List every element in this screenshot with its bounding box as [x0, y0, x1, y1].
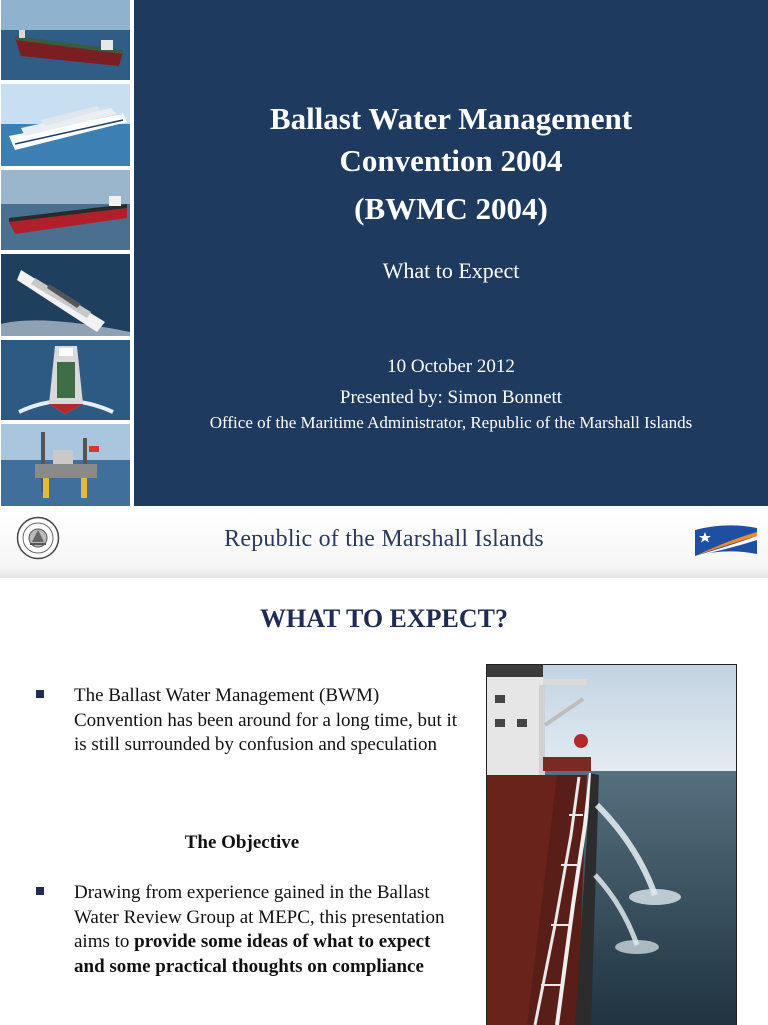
- ballast-discharge-photo: [486, 664, 737, 1025]
- title-line-3: (BWMC 2004): [354, 191, 548, 226]
- yacht-photo: [1, 254, 130, 336]
- marshall-islands-flag-icon: [695, 522, 757, 560]
- title-line-1: Ballast Water Management: [269, 101, 633, 136]
- title-line-2: Convention 2004: [339, 143, 563, 178]
- tanker-photo: [1, 0, 130, 80]
- ship-photo-strip: [0, 0, 132, 508]
- bullet-objective-emphasis: provide some ideas of what to expect and some practical thoughts on compliance: [74, 931, 431, 977]
- bullet-objective-text: Drawing from experience gained in the Ballast Water Review Group at MEPC, this presentation aims to: [74, 882, 445, 952]
- title-slide: [0, 0, 768, 508]
- objective-heading: The Objective: [184, 832, 300, 853]
- content-slide: [0, 508, 768, 1024]
- cruise-ship-photo: [1, 84, 130, 166]
- title-panel: [134, 0, 768, 506]
- slide-heading: WHAT TO EXPECT?: [259, 604, 509, 633]
- bullet-confusion: The Ballast Water Management (BWM) Convention has been around for a long time, but it is still surrounded by confusion and speculation: [74, 685, 458, 755]
- subtitle: What to Expect: [382, 258, 520, 283]
- offshore-rig-photo: [1, 424, 130, 506]
- lng-tanker-photo: [1, 340, 130, 420]
- header-title: Republic of the Marshall Islands: [224, 526, 544, 552]
- presenter-office: Office of the Maritime Administrator, Republic of the Marshall Islands: [209, 413, 693, 432]
- bullet-marker: [36, 887, 44, 895]
- bullet-objective: [74, 881, 464, 979]
- ship-deck-illustration: [487, 665, 736, 1025]
- presenter: Presented by: Simon Bonnett: [339, 387, 563, 408]
- slide-header: [0, 508, 768, 578]
- presentation-date: 10 October 2012: [387, 356, 515, 377]
- bulk-carrier-photo: [1, 170, 130, 250]
- bullet-marker: [36, 690, 44, 698]
